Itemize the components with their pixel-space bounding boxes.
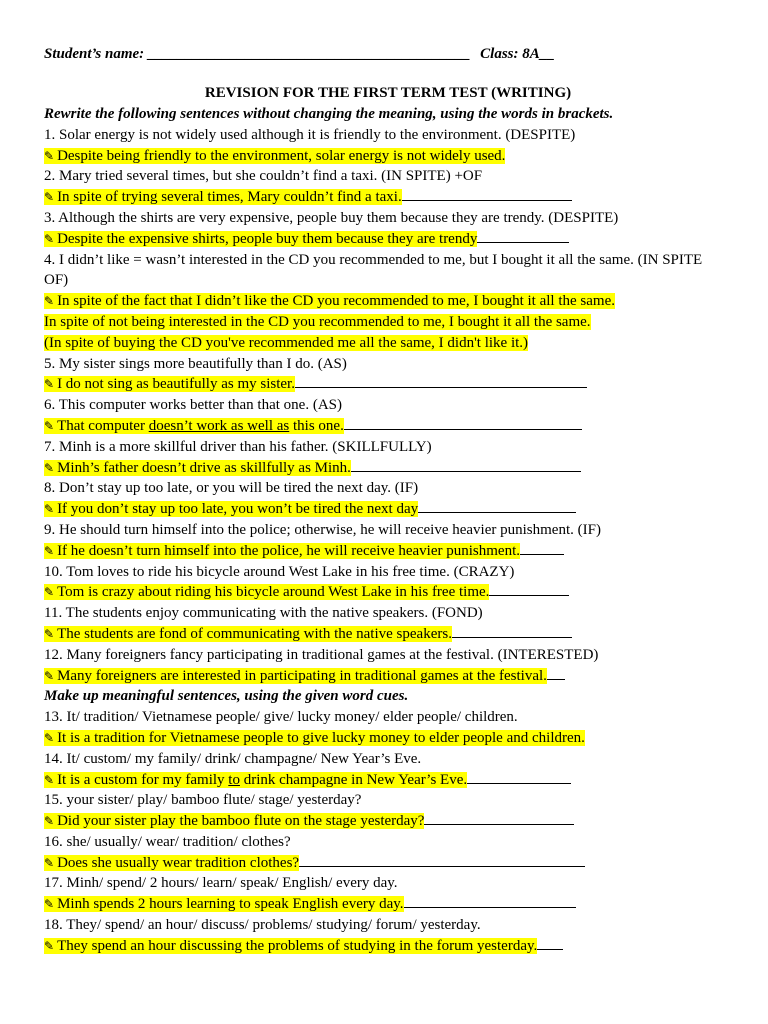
answer-highlight: [44, 896, 404, 912]
answer-highlight: [44, 543, 520, 559]
answer-text: In spite of trying several times, Mary couldn’t find a taxi.: [57, 189, 402, 206]
pen-arrow-icon: ✎: [44, 730, 55, 745]
answer-highlight: [44, 501, 418, 517]
pen-arrow-icon: ✎: [44, 855, 55, 870]
answer-12: [44, 666, 724, 687]
answer-text: If he doesn’t turn himself into the police, he will receive heavier punishment.: [57, 542, 520, 559]
answer-highlight: [44, 376, 295, 392]
answer-highlight: [44, 148, 505, 164]
answer-text: Despite the expensive shirts, people buy them because they are trendy: [57, 230, 478, 247]
answer-highlight: [44, 730, 585, 746]
answer-9: [44, 541, 724, 562]
rewrite-instruction: Rewrite the following sentences without changing the meaning, using the words in brackets.: [44, 106, 614, 122]
answer-text: They spend an hour discussing the problems of studying in the forum yesterday.: [57, 937, 538, 954]
answer-text: It is a tradition for Vietnamese people to give lucky money to elder people and children.: [57, 729, 585, 746]
answer-blank-line: [489, 582, 569, 596]
answer-blank-line: [351, 458, 581, 472]
question-1: 1. Solar energy is not widely used although it is friendly to the environment. (DESPITE): [44, 126, 576, 143]
answer-blank-line: [477, 229, 569, 243]
answer-blank-line: [418, 499, 576, 513]
question-17: 17. Minh/ spend/ 2 hours/ learn/ speak/ English/ every day.: [44, 875, 398, 892]
answer-2: [44, 187, 724, 208]
answer-blank-line: [452, 624, 572, 638]
answer-text: Minh spends 2 hours learning to speak English every day.: [57, 896, 404, 913]
answer-15: [44, 811, 724, 832]
pen-arrow-icon: ✎: [44, 502, 55, 517]
answer-5: [44, 374, 724, 395]
pen-arrow-icon: ✎: [44, 668, 55, 683]
question-3: 3. Although the shirts are very expensive, people buy them because they are trendy. (DESPITE): [44, 209, 619, 226]
question-7: 7. Minh is a more skillful driver than his father. (SKILLFULLY): [44, 438, 432, 455]
answer-blank-line: [467, 770, 571, 784]
answer-text: Many foreigners are interested in participating in traditional games at the festival.: [57, 667, 547, 684]
answer-text: this one.: [289, 417, 344, 434]
answer-text: Did your sister play the bamboo flute on the stage yesterday?: [57, 813, 425, 830]
question-6: 6. This computer works better than that one. (AS): [44, 397, 342, 414]
pen-arrow-icon: ✎: [44, 294, 55, 309]
answer-blank-line: [295, 374, 587, 388]
question-12: 12. Many foreigners fancy participating in traditional games at the festival. (INTERESTED): [44, 646, 599, 663]
student-name-label: Student’s name: ___________________________________________: [44, 46, 471, 62]
answer-highlight: [44, 855, 299, 871]
answer-highlight: [44, 189, 402, 205]
pen-arrow-icon: ✎: [44, 190, 55, 205]
answer-highlight: [44, 231, 477, 247]
answer-highlight: [44, 293, 615, 309]
answer-1: [44, 146, 724, 167]
answer-highlight: [44, 938, 537, 954]
pen-arrow-icon: ✎: [44, 460, 55, 475]
answer-highlight: [44, 813, 424, 829]
answer-highlight: [44, 626, 452, 642]
answer-16: [44, 853, 724, 874]
pen-arrow-icon: ✎: [44, 938, 55, 953]
pen-arrow-icon: ✎: [44, 585, 55, 600]
answer-text: Tom is crazy about riding his bicycle around West Lake in his free time.: [57, 584, 490, 601]
answer-highlight: [44, 772, 467, 788]
question-9: 9. He should turn himself into the police; otherwise, he will receive heavier punishment. (IF): [44, 521, 601, 538]
class-label: Class: 8A__: [480, 46, 555, 62]
question-15: 15. your sister/ play/ bamboo flute/ stage/ yesterday?: [44, 792, 362, 809]
worksheet-page: [44, 44, 724, 957]
answer-blank-line: [547, 666, 565, 680]
answer-text: Minh’s father doesn’t drive as skillfully as Minh.: [57, 459, 351, 476]
question-8: 8. Don’t stay up too late, or you will be tired the next day. (IF): [44, 480, 419, 497]
answer-highlight: (In spite of buying the CD you've recommended me all the same, I didn't like it.): [44, 334, 529, 351]
question-14: 14. It/ custom/ my family/ drink/ champagne/ New Year’s Eve.: [44, 750, 422, 767]
question-11: 11. The students enjoy communicating with the native speakers. (FOND): [44, 605, 483, 622]
question-2: 2. Mary tried several times, but she couldn’t find a taxi. (IN SPITE) +OF: [44, 168, 483, 185]
pen-arrow-icon: ✎: [44, 231, 55, 246]
question-10: 10. Tom loves to ride his bicycle around West Lake in his free time. (CRAZY): [44, 563, 515, 580]
answer-blank-line: [424, 811, 574, 825]
student-header: [44, 44, 724, 65]
answer-text: It is a custom for my family: [57, 771, 229, 788]
answer-blank-line: [520, 541, 564, 555]
pen-arrow-icon: ✎: [44, 543, 55, 558]
answer-3: [44, 229, 724, 250]
answer-text: If you don’t stay up too late, you won’t be tired the next day: [57, 501, 419, 518]
answer-highlight: [44, 460, 351, 476]
answer-text: I do not sing as beautifully as my sister.: [57, 376, 295, 393]
answer-17: [44, 894, 724, 915]
answer-highlight: In spite of not being interested in the CD you recommended to me, I bought it all the same.: [44, 313, 591, 330]
answer-text: In spite of the fact that I didn’t like the CD you recommended to me, I bought it all the same.: [57, 293, 615, 310]
answer-underlined-text: doesn’t work as well as: [148, 417, 290, 434]
answer-underlined-text: to: [228, 771, 240, 788]
answer-text: Despite being friendly to the environment, solar energy is not widely used.: [57, 147, 506, 164]
answer-10: [44, 582, 724, 603]
question-4: 4. I didn’t like = wasn’t interested in the CD you recommended to me, but I bought it all the same. (IN SPITE OF): [44, 251, 703, 289]
answer-14: [44, 770, 724, 791]
answer-highlight: [44, 668, 547, 684]
cues-instruction: Make up meaningful sentences, using the given word cues.: [44, 688, 409, 705]
answer-blank-line: [344, 416, 582, 430]
pen-arrow-icon: ✎: [44, 814, 55, 829]
answer-4b: [44, 312, 724, 333]
question-16: 16. she/ usually/ wear/ tradition/ clothes?: [44, 833, 291, 850]
answer-text: That computer: [57, 417, 149, 434]
pen-arrow-icon: ✎: [44, 897, 55, 912]
answer-highlight: [44, 418, 344, 434]
answer-text: Does she usually wear tradition clothes?: [57, 854, 300, 871]
pen-arrow-icon: ✎: [44, 418, 55, 433]
answer-blank-line: [404, 894, 576, 908]
pen-arrow-icon: ✎: [44, 626, 55, 641]
answer-4c: [44, 333, 724, 354]
answer-blank-line: [402, 187, 572, 201]
pen-arrow-icon: ✎: [44, 772, 55, 787]
pen-arrow-icon: ✎: [44, 377, 55, 392]
answer-blank-line: [537, 936, 563, 950]
answer-18: [44, 936, 724, 957]
answer-blank-line: [299, 853, 585, 867]
page-title: REVISION FOR THE FIRST TERM TEST (WRITING): [204, 85, 572, 101]
answer-7: [44, 458, 724, 479]
answer-text: The students are fond of communicating with the native speakers.: [57, 625, 452, 642]
answer-6: [44, 416, 724, 437]
pen-arrow-icon: ✎: [44, 148, 55, 163]
question-18: 18. They/ spend/ an hour/ discuss/ problems/ studying/ forum/ yesterday.: [44, 917, 481, 934]
answer-text: drink champagne in New Year’s Eve.: [239, 771, 468, 788]
answer-highlight: [44, 584, 489, 600]
answer-11: [44, 624, 724, 645]
answer-13: [44, 728, 724, 749]
answer-4a: [44, 291, 724, 312]
answer-8: [44, 499, 724, 520]
question-13: 13. It/ tradition/ Vietnamese people/ give/ lucky money/ elder people/ children.: [44, 709, 518, 726]
question-5: 5. My sister sings more beautifully than I do. (AS): [44, 355, 347, 372]
